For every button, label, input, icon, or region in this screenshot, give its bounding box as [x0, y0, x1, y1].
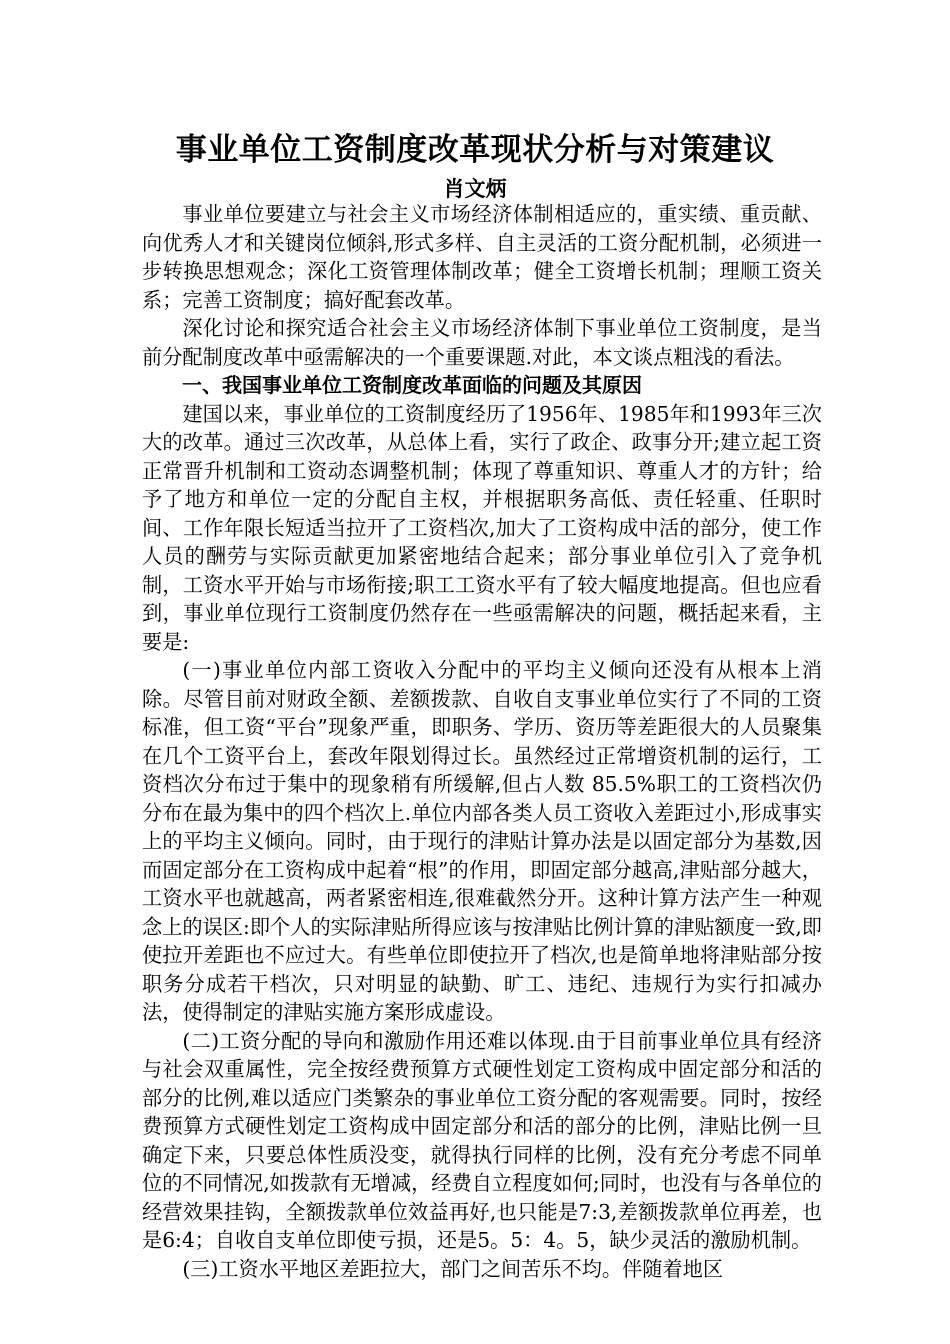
document-author: 肖文炳	[443, 177, 507, 201]
section-item-3: (三)工资水平地区差距拉大，部门之间苦乐不均。伴随着地区	[182, 1256, 724, 1281]
section-item-2: (二)工资分配的导向和激励作用还难以体现.由于目前事业单位具有经济与社会双重属性，完全按经费预算方式硬性划定工资构成中固定部分和活的部分的比例,难以适应门类繁杂的事业单位工资分配的客观需要。同时，按经费预算方式硬性划定工资构成中固定部分和活的部分的比例，津贴比例一旦确定下来，只要总体性质没变，就得执行同样的比例，没有充分考虑不同单位的不同情况,如拨款有无增减，经费自立程度如何;同时，也没有与各单位的经营效果挂钩，全额拨款单位效益再好,也只能是7:3,差额拨款单位再差，也是6:4；自收自支单位即使亏损，还是5。5：4。5，缺少灵活的激励机制。	[142, 1028, 822, 1252]
document-title: 事业单位工资制度改革现状分析与对策建议	[175, 132, 775, 168]
intro-paragraph: 深化讨论和探究适合社会主义市场经济体制下事业单位工资制度，是当前分配制度改革中亟需解决的一个重要课题.对此，本文谈点粗浅的看法。	[142, 316, 822, 369]
section-heading: 一、我国事业单位工资制度改革面临的问题及其原因	[182, 373, 642, 397]
section-item-1: (一)事业单位内部工资收入分配中的平均主义倾向还没有从根本上消除。尽管目前对财政全额、差额拨款、自收自支事业单位实行了不同的工资标准，但工资“平台”现象严重，即职务、学历、资历等差距很大的人员聚集在几个工资平台上，套改年限划得过长。虽然经过正常增资机制的运行，工资档次分布过于集中的现象稍有所缓解,但占人数 85.5%职工的工资档次仍分布在最为集中的四个档次上.单位内部各类人员工资收入差距过小,形成事实上的平均主义倾向。同时，由于现行的津贴计算办法是以固定部分为基数,因而固定部分在工资构成中起着“根”的作用，即固定部分越高,津贴部分越大，工资水平也就越高，两者紧密相连,很难截然分开。这种计算方法产生一种观念上的误区:即个人的实际津贴所得应该与按津贴比例计算的津贴额度一致,即使拉开差距也不应过大。有些单位即使拉开了档次,也是简单地将津贴部分按职务分成若干档次，只对明显的缺勤、旷工、违纪、违规行为实行扣减办法，使得制定的津贴实施方案形成虚设。	[142, 658, 822, 1024]
document-body	[142, 200, 822, 1283]
section-paragraph: 建国以来，事业单位的工资制度经历了1956年、1985年和1993年三次大的改革。通过三次改革，从总体上看，实行了政企、政事分开;建立起工资正常晋升机制和工资动态调整机制；体现了尊重知识、尊重人才的方针；给予了地方和单位一定的分配自主权，并根据职务高低、责任轻重、任职时间、工作年限长短适当拉开了工资档次,加大了工资构成中活的部分，使工作人员的酬劳与实际贡献更加紧密地结合起来；部分事业单位引入了竞争机制，工资水平开始与市场衔接;职工工资水平有了较大幅度地提高。但也应看到，事业单位现行工资制度仍然存在一些亟需解决的问题，概括起来看，主要是:	[142, 401, 822, 654]
abstract-paragraph: 事业单位要建立与社会主义市场经济体制相适应的，重实绩、重贡献、向优秀人才和关键岗位倾斜,形式多样、自主灵活的工资分配机制，必须进一步转换思想观念；深化工资管理体制改革；健全工资增长机制；理顺工资关系；完善工资制度；搞好配套改革。	[142, 202, 822, 312]
